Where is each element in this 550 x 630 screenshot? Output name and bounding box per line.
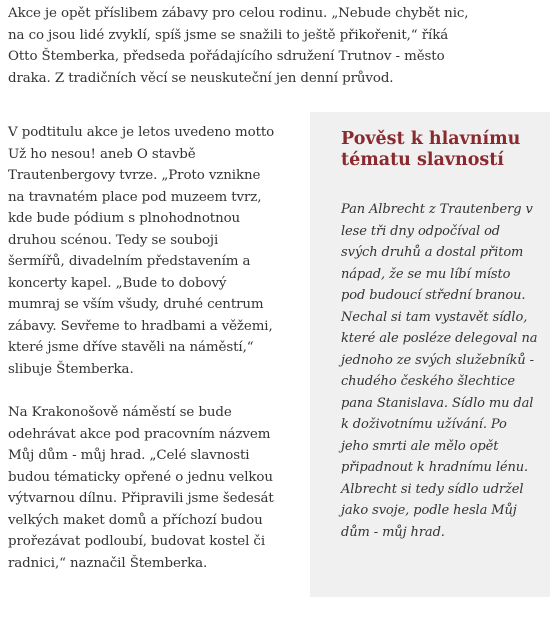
article-paragraph-motto: V podtitulu akce je letos uvedeno motto Už ho nesou! aneb O stavbě Trautenbergovy tvrze. „Proto vznikne na travnatém place pod muzeem tvrz, kde bude pódium s plnohodnotnou druhou scénou. Tedy se souboji šermířů, divadelním představením a koncerty kapel. „Bude to dobový mumraj se vším všudy, druhé centrum zábavy. Sevřeme to hradbami a věžemi, které jsme dříve stavěli na náměstí,“ slibuje Štemberka.	[8, 125, 275, 377]
article-body-column	[8, 122, 278, 574]
sidebar-body: Pan Albrecht z Trautenberg v lese tři dny odpočíval od svých druhů a dostal přitom nápad, že se mu líbí místo pod budoucí střední branou. Nechal si tam vystavět sídlo, které ale posléze delegoval na jednoho ze svých služebníků - chudého českého šlechtice pana Stanislava. Sídlo mu dal k doživotnímu užívání. Po jeho smrti ale mělo opět připadnout k hradnímu lénu. Albrecht si tedy sídlo udržel jako svoje, podle hesla Můj dům - můj hrad.	[341, 202, 538, 540]
legend-sidebar-box	[310, 112, 550, 597]
article-lead-paragraph: Akce je opět příslibem zábavy pro celou rodinu. „Nebude chybět nic, na co jsou lidé zvyklí, spíš jsme se snažili to ještě přikořenit,“ říká Otto Štemberka, předseda pořádajícího sdružení Trutnov - město draka. Z tradičních věcí se neuskuteční jen denní průvod.	[8, 6, 469, 86]
sidebar-title: Pověst k hlavnímu tématu slavností	[341, 129, 521, 170]
article-paragraph-square: Na Krakonošově náměstí se bude odehrávat akce pod pracovním názvem Můj dům - můj hrad. „Celé slavnosti budou tématicky opřené o jednu velkou výtvarnou dílnu. Připravili jsme šedesát velkých maket domů a příchozí budou prořezávat podloubí, budovat kostel či radnici,“ naznačil Štemberka.	[8, 405, 274, 571]
